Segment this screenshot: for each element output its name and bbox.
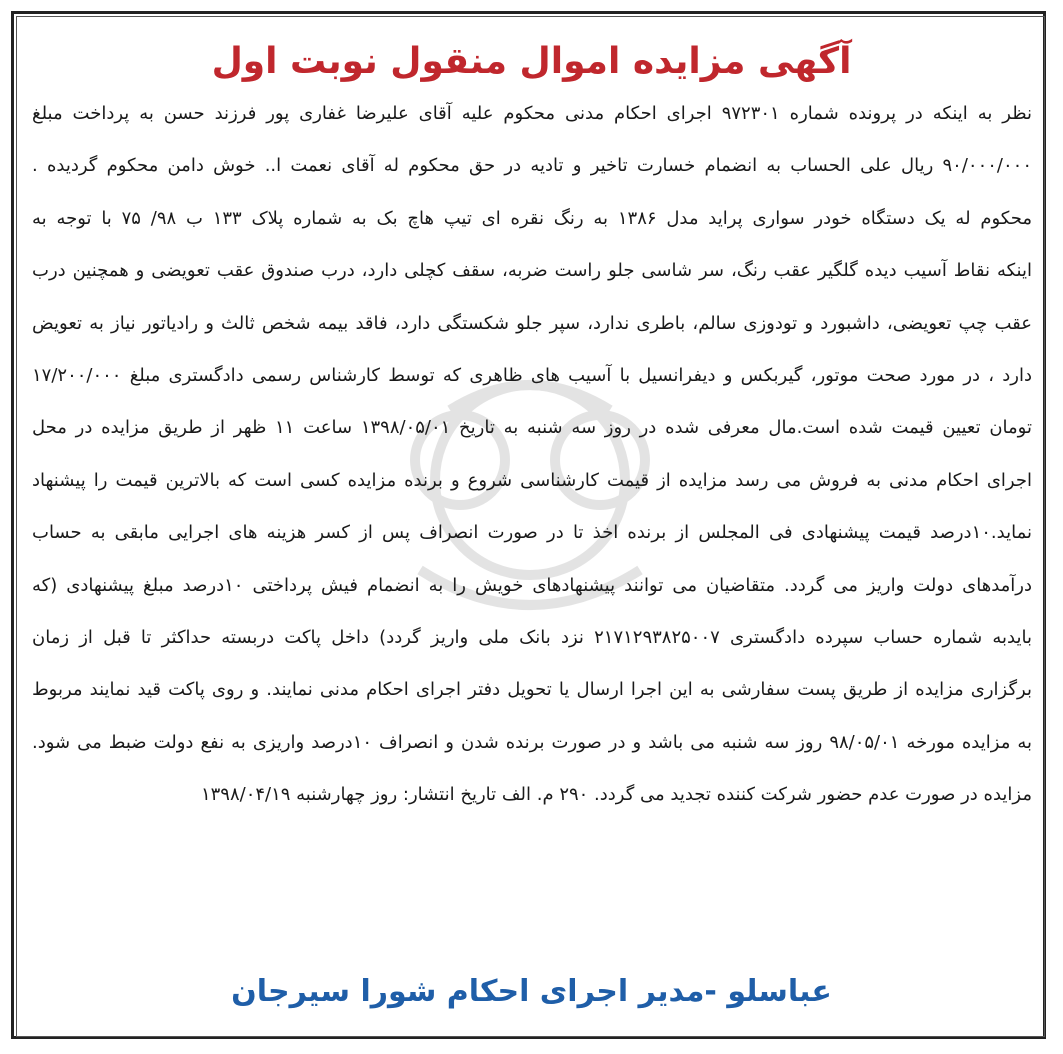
body-line-3: محکوم له یک دستگاه خودر سواری پراید مدل ۱۳۸۶ به رنگ نقره ای تیپ هاچ بک به شماره پلاک ۱۳۳ ب ۹۸/ ۷۵ با توجه به <box>32 207 1032 229</box>
body-line-2: ۹۰/۰۰۰/۰۰۰ ریال علی الحساب به انضمام خسارت تاخیر و تادیه در حق محکوم له آقای نعمت ا.. خوش دامن محکوم گردیده . <box>32 155 1032 177</box>
body-line-14: مزایده در صورت عدم حضور شرکت کننده تجدید می گردد. ۲۹۰ م. الف تاریخ انتشار: روز چهارشنبه ۱۳۹۸/۰۴/۱۹ <box>200 784 1032 806</box>
body-line-5: عقب چپ تعویضی، داشبورد و تودوزی سالم، باطری ندارد، سپر جلو شکستگی دارد، فاقد بیمه شخص ثالث و رادیاتور نیاز به تعویض <box>32 312 1032 334</box>
body-line-4: اینکه نقاط آسیب دیده گلگیر عقب رنگ، سر شاسی جلو راست ضربه، سقف کچلی دارد، درب صندوق عقب تعویضی و همچنین درب <box>32 260 1032 282</box>
notice-body <box>32 88 1032 821</box>
body-line-10: درآمدهای دولت واریز می گردد. متقاضیان می توانند پیشنهادهای خویش را به انضمام فیش پرداختی ۱۰درصد مبلغ پیشنهادی (که <box>32 574 1032 596</box>
body-line-6: دارد ، در مورد صحت موتور، گیربکس و دیفرانسیل با آسیب های ظاهری که توسط کارشناس رسمی دادگستری مبلغ ۱۷/۲۰۰/۰۰۰ <box>32 364 1032 386</box>
body-line-11: بایدبه شماره حساب سپرده دادگستری ۲۱۷۱۲۹۳۸۲۵۰۰۷ نزد بانک ملی واریز گردد) داخل پاکت دربسته حداکثر تا قبل از زمان <box>32 626 1032 648</box>
signature: عباسلو -مدیر اجرای احکام شورا سیرجان <box>231 974 832 1009</box>
body-line-9: نماید.۱۰درصد قیمت پیشنهادی فی المجلس از برنده اخذ تا در صورت انصراف پس از کسر هزینه های اجرایی مابقی به حساب <box>32 522 1032 544</box>
body-line-12: برگزاری مزایده از طریق پست سفارشی به این اجرا ارسال یا تحویل دفتر اجرای احکام مدنی نمایند. و روی پاکت قید نمایند مربوط <box>32 679 1032 701</box>
body-line-13: به مزایده مورخه ۹۸/۰۵/۰۱ روز سه شنبه می باشد و در صورت برنده شدن و انصراف ۱۰درصد واریزی به نفع دولت ضبط می شود. <box>32 731 1032 753</box>
notice-title: آگهی مزایده اموال منقول نوبت اول <box>211 41 852 82</box>
body-line-7: تومان تعیین قیمت شده است.مال معرفی شده در روز سه شنبه به تاریخ ۱۳۹۸/۰۵/۰۱ ساعت ۱۱ ظهر از طریق مزایده در محل <box>32 417 1032 439</box>
body-line-1: نظر به اینکه در پرونده شماره ۹۷۲۳۰۱ اجرای احکام مدنی محکوم علیه آقای علیرضا غفاری پور فرزند حسن به پرداخت مبلغ <box>32 103 1032 124</box>
body-line-8: اجرای احکام مدنی به فروش می رسد مزایده از قیمت کارشناسی شروع و برنده مزایده کسی است که بالاترین قیمت را پیشنهاد <box>32 469 1032 491</box>
